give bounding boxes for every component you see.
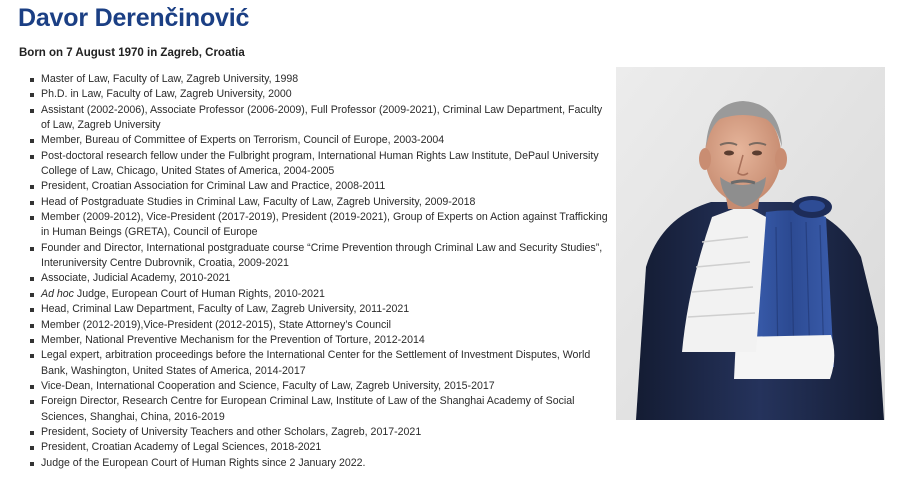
cv-item-italic-text: Ad hoc xyxy=(41,287,74,300)
cv-item xyxy=(41,149,611,180)
cv-item xyxy=(41,456,611,471)
cv-item-text: Post-doctoral research fellow under the Fulbright program, International Human Rights Law Institute, DePaul University College of Law, Chicago, United States of America, 2004-2005 xyxy=(41,149,599,178)
cv-item xyxy=(41,394,611,425)
cv-item xyxy=(41,133,611,148)
cv-item-text: Member (2009-2012), Vice-President (2017-2019), President (2019-2021), Group of Experts on Action against Trafficking in Human Beings (GRETA), Council of Europe xyxy=(41,211,608,239)
cv-item-text: Judge, European Court of Human Rights, 2010-2021 xyxy=(73,287,325,300)
cv-list xyxy=(30,72,611,471)
cv-item xyxy=(41,318,611,333)
cv-item-text: Member (2012-2019),Vice-President (2012-2015), State Attorney’s Council xyxy=(41,318,391,331)
cv-item xyxy=(41,379,611,394)
cv-item xyxy=(41,440,611,455)
cv-item xyxy=(41,271,611,286)
cv-item xyxy=(41,179,611,194)
cv-item-text: Ph.D. in Law, Faculty of Law, Zagreb University, 2000 xyxy=(41,88,292,101)
cv-item-text: Foreign Director, Research Centre for European Criminal Law, Institute of Law of the Shanghai Academy of Social Sciences, Shanghai, China, 2016-2019 xyxy=(41,395,575,423)
cv-item-text: Member, National Preventive Mechanism for the Prevention of Torture, 2012-2014 xyxy=(41,333,425,346)
portrait-photo xyxy=(616,67,885,420)
cv-item-text: President, Croatian Association for Criminal Law and Practice, 2008-2011 xyxy=(41,180,386,193)
cv-item xyxy=(41,241,611,272)
cv-item-text: Master of Law, Faculty of Law, Zagreb University, 1998 xyxy=(41,73,299,85)
cv-item xyxy=(41,87,611,102)
cv-item xyxy=(41,210,611,241)
cv-item xyxy=(41,287,611,302)
birth-info: Born on 7 August 1970 in Zagreb, Croatia xyxy=(19,47,245,59)
cv-item-text: Head, Criminal Law Department, Faculty of Law, Zagreb University, 2011-2021 xyxy=(41,303,410,316)
cv-item-text: Judge of the European Court of Human Rights since 2 January 2022. xyxy=(41,456,366,469)
cv-item-text: President, Society of University Teachers and other Scholars, Zagreb, 2017-2021 xyxy=(41,425,422,438)
page-title: Davor Derenčinović xyxy=(18,4,250,32)
cv-item-text: Assistant (2002-2006), Associate Professor (2006-2009), Full Professor (2009-2021), Criminal Law Department, Faculty of Law, Zagreb University xyxy=(41,103,603,132)
cv-item-text: Vice-Dean, International Cooperation and Science, Faculty of Law, Zagreb University, 2015-2017 xyxy=(41,379,495,392)
cv-item xyxy=(41,103,611,134)
cv-item xyxy=(41,348,611,379)
cv-item xyxy=(41,333,611,348)
cv-item-text: Associate, Judicial Academy, 2010-2021 xyxy=(41,272,231,285)
cv-item-text: Member, Bureau of Committee of Experts on Terrorism, Council of Europe, 2003-2004 xyxy=(41,134,445,147)
cv-item xyxy=(41,302,611,317)
cv-item xyxy=(41,425,611,440)
cv-item-text: Head of Postgraduate Studies in Criminal Law, Faculty of Law, Zagreb University, 2009-2018 xyxy=(41,195,476,208)
cv-item xyxy=(41,72,611,87)
cv-item-text: Legal expert, arbitration proceedings before the International Center for the Settlement of Investment Disputes, World Bank, Washington, United States of America, 2014-2017 xyxy=(41,349,591,377)
cv-item-text: President, Croatian Academy of Legal Sciences, 2018-2021 xyxy=(41,441,322,454)
cv-item xyxy=(41,195,611,210)
cv-item-text: Founder and Director, International postgraduate course “Crime Prevention through Criminal Law and Security Studies”, Interuniversity Centre Dubrovnik, Croatia, 2009-2021 xyxy=(41,241,603,270)
